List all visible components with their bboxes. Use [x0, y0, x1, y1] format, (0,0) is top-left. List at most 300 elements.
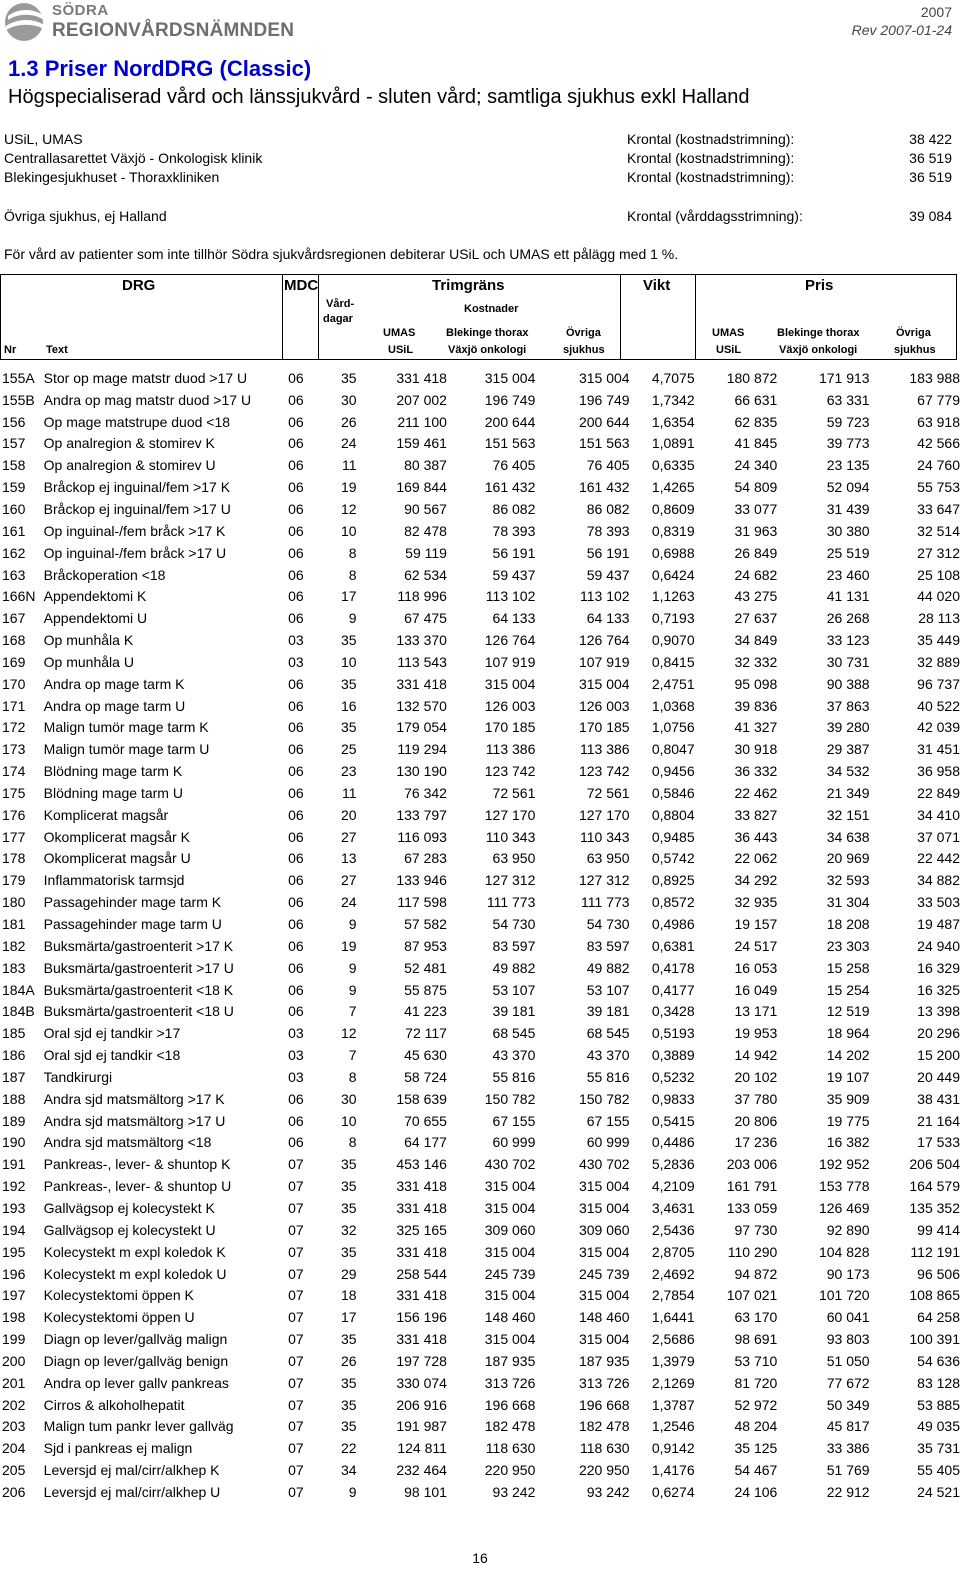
table-row	[2, 1110, 960, 1132]
trim-ovriga-cell: 67 155	[586, 1112, 630, 1129]
trim-ovriga-cell: 315 004	[578, 1243, 630, 1260]
pris-ovriga-cell: 54 636	[917, 1352, 960, 1369]
trim-ovriga-cell: 60 999	[586, 1134, 630, 1151]
pris-ovriga-cell: 20 449	[917, 1068, 960, 1085]
pris-umas-usil-cell: 53 710	[734, 1352, 778, 1369]
trim-blekinge-vaxjo-cell: 111 773	[486, 894, 536, 911]
varddagar-cell: 8	[348, 1134, 357, 1151]
pris-umas-usil-cell: 32 935	[734, 894, 778, 911]
pris-blekinge-vaxjo-cell: 93 803	[826, 1331, 870, 1348]
trim-umas-usil-cell: 130 190	[396, 763, 447, 780]
trim-blekinge-vaxjo-cell: 127 312	[484, 872, 536, 889]
pris-umas-usil-cell: 52 972	[734, 1396, 778, 1413]
pris-ovriga-cell: 44 020	[917, 588, 960, 605]
trim-blekinge-vaxjo-cell: 430 702	[484, 1156, 536, 1173]
vikt-cell: 2,7854	[651, 1287, 695, 1304]
drg-nr-cell: 155A	[2, 369, 35, 386]
varddagar-cell: 35	[341, 1396, 357, 1413]
trim-ovriga-cell: 118 630	[579, 1440, 630, 1457]
vikt-cell: 0,6381	[651, 937, 695, 954]
drg-nr-cell: 163	[2, 566, 26, 583]
trim-blekinge-vaxjo-cell: 315 004	[484, 1243, 536, 1260]
drg-nr-cell: 190	[2, 1134, 26, 1151]
varddagar-cell: 9	[348, 981, 357, 998]
pris-blekinge-vaxjo-cell: 126 469	[818, 1199, 870, 1216]
krontal-value: 36 519	[909, 169, 952, 185]
pris-ovriga-cell: 42 566	[917, 435, 960, 452]
varddagar-cell: 23	[341, 763, 357, 780]
trim-umas-usil-cell: 133 797	[396, 806, 447, 823]
varddagar-cell: 9	[348, 1483, 357, 1500]
trim-blekinge-vaxjo-cell: 196 749	[484, 391, 536, 408]
trim-blekinge-vaxjo-cell: 107 919	[484, 653, 536, 670]
pris-umas-usil-cell: 180 872	[726, 369, 778, 386]
trim-umas-usil-cell: 67 475	[404, 610, 447, 627]
trim-umas-usil-cell: 331 418	[396, 1178, 447, 1195]
pris-ovriga-cell: 37 071	[917, 828, 960, 845]
vikt-cell: 2,1269	[651, 1374, 695, 1391]
trim-blekinge-vaxjo-cell: 113 386	[485, 741, 536, 758]
trim-umas-usil-cell: 118 996	[397, 588, 447, 605]
pris-umas-usil-cell: 22 062	[734, 850, 778, 867]
trim-blekinge-vaxjo-cell: 313 726	[484, 1374, 536, 1391]
trim-ovriga-cell: 78 393	[586, 522, 630, 539]
pris-blekinge-vaxjo-cell: 101 720	[818, 1287, 870, 1304]
table-row	[2, 1350, 960, 1372]
table-row	[2, 673, 960, 695]
vikt-cell: 1,0891	[651, 435, 695, 452]
header-pris-vaxjo: Växjö onkologi	[779, 344, 858, 356]
mdc-cell: 06	[288, 457, 304, 474]
mdc-cell: 07	[288, 1374, 304, 1391]
drg-nr-cell: 169	[2, 653, 26, 670]
trim-ovriga-cell: 126 003	[578, 697, 630, 714]
drg-nr-cell: 195	[2, 1243, 26, 1260]
trim-blekinge-vaxjo-cell: 151 563	[484, 435, 536, 452]
pris-ovriga-cell: 17 533	[917, 1134, 960, 1151]
varddagar-cell: 16	[341, 697, 357, 714]
pris-ovriga-cell: 31 451	[917, 741, 960, 758]
varddagar-cell: 35	[341, 1418, 357, 1435]
varddagar-cell: 24	[341, 894, 357, 911]
trim-blekinge-vaxjo-cell: 127 170	[484, 806, 536, 823]
header-pris-blekinge: Blekinge thorax	[777, 327, 860, 339]
mdc-cell: 06	[288, 872, 304, 889]
trim-blekinge-vaxjo-cell: 63 950	[492, 850, 536, 867]
table-row	[2, 1000, 960, 1022]
trim-blekinge-vaxjo-cell: 161 432	[484, 479, 536, 496]
mdc-cell: 06	[288, 806, 304, 823]
table-row	[2, 913, 960, 935]
trim-umas-usil-cell: 57 582	[404, 916, 447, 933]
pris-blekinge-vaxjo-cell: 18 964	[826, 1025, 870, 1042]
pris-blekinge-vaxjo-cell: 60 041	[826, 1309, 870, 1326]
trim-blekinge-vaxjo-cell: 200 644	[484, 413, 536, 430]
pris-blekinge-vaxjo-cell: 23 460	[826, 566, 870, 583]
table-row	[2, 411, 960, 433]
pris-blekinge-vaxjo-cell: 32 593	[826, 872, 870, 889]
varddagar-cell: 11	[342, 457, 357, 474]
pris-blekinge-vaxjo-cell: 90 173	[826, 1265, 870, 1282]
pris-ovriga-cell: 16 325	[917, 981, 960, 998]
mdc-cell: 07	[288, 1309, 304, 1326]
pris-blekinge-vaxjo-cell: 59 723	[826, 413, 870, 430]
pris-ovriga-cell: 25 108	[917, 566, 960, 583]
header-ovriga: Övriga	[566, 327, 601, 339]
mdc-cell: 06	[288, 916, 304, 933]
table-row	[2, 869, 960, 891]
drg-nr-cell: 176	[2, 806, 26, 823]
pris-ovriga-cell: 16 329	[917, 959, 960, 976]
pris-umas-usil-cell: 24 340	[734, 457, 778, 474]
pris-ovriga-cell: 100 391	[909, 1331, 960, 1348]
pris-umas-usil-cell: 43 275	[734, 588, 778, 605]
table-row	[2, 826, 960, 848]
pris-umas-usil-cell: 30 918	[734, 741, 778, 758]
header-blekinge: Blekinge thorax	[446, 327, 529, 339]
mdc-cell: 03	[288, 653, 304, 670]
pris-umas-usil-cell: 66 631	[734, 391, 778, 408]
drg-nr-cell: 186	[2, 1047, 26, 1064]
trim-umas-usil-cell: 76 342	[404, 784, 447, 801]
pris-ovriga-cell: 33 503	[917, 894, 960, 911]
drg-text-cell: Malign tumör mage tarm K	[43, 719, 209, 736]
trim-ovriga-cell: 315 004	[578, 1331, 630, 1348]
trim-ovriga-cell: 59 437	[586, 566, 630, 583]
trim-ovriga-cell: 315 004	[578, 1287, 630, 1304]
drg-nr-cell: 180	[2, 894, 26, 911]
trim-umas-usil-cell: 119 294	[397, 741, 447, 758]
vikt-cell: 0,9142	[651, 1440, 695, 1457]
pris-blekinge-vaxjo-cell: 31 304	[826, 894, 870, 911]
trim-ovriga-cell: 150 782	[578, 1090, 630, 1107]
pris-blekinge-vaxjo-cell: 92 890	[826, 1221, 870, 1238]
table-row	[2, 1197, 960, 1219]
vikt-cell: 0,3889	[651, 1047, 695, 1064]
drg-text-cell: Cirros & alkoholhepatit	[43, 1396, 185, 1413]
table-row	[2, 804, 960, 826]
drg-text-cell: Andra op mage tarm K	[43, 675, 185, 692]
drg-text-cell: Kolecystektomi öppen U	[43, 1309, 195, 1326]
pris-blekinge-vaxjo-cell: 21 349	[826, 784, 870, 801]
trim-umas-usil-cell: 64 177	[404, 1134, 447, 1151]
table-row	[2, 1306, 960, 1328]
drg-nr-cell: 200	[2, 1352, 26, 1369]
drg-nr-cell: 199	[2, 1331, 26, 1348]
trim-ovriga-cell: 245 739	[578, 1265, 630, 1282]
varddagar-cell: 12	[341, 500, 357, 517]
pris-ovriga-cell: 55 753	[917, 479, 960, 496]
pris-umas-usil-cell: 41 327	[734, 719, 778, 736]
pris-ovriga-cell: 83 128	[917, 1374, 960, 1391]
vikt-cell: 1,6441	[651, 1309, 695, 1326]
drg-nr-cell: 182	[2, 937, 26, 954]
pris-umas-usil-cell: 54 809	[734, 479, 778, 496]
pris-ovriga-cell: 33 647	[917, 500, 960, 517]
trim-blekinge-vaxjo-cell: 150 782	[484, 1090, 536, 1107]
mdc-cell: 07	[288, 1352, 304, 1369]
drg-nr-cell: 156	[2, 413, 26, 430]
drg-text-cell: Tandkirurgi	[43, 1068, 113, 1085]
pris-blekinge-vaxjo-cell: 19 775	[826, 1112, 870, 1129]
mdc-cell: 03	[288, 1025, 304, 1042]
table-row	[2, 1328, 960, 1350]
mdc-cell: 06	[288, 981, 304, 998]
mdc-cell: 06	[288, 784, 304, 801]
drg-nr-cell: 184B	[2, 1003, 35, 1020]
pris-blekinge-vaxjo-cell: 50 349	[826, 1396, 870, 1413]
drg-text-cell: Komplicerat magsår	[43, 806, 169, 823]
drg-text-cell: Op mage matstrupe duod <18	[43, 413, 231, 430]
trim-blekinge-vaxjo-cell: 315 004	[484, 1178, 536, 1195]
trim-ovriga-cell: 83 597	[586, 937, 630, 954]
trim-ovriga-cell: 39 181	[586, 1003, 630, 1020]
vikt-cell: 2,4751	[651, 675, 695, 692]
drg-text-cell: Diagn op lever/gallväg benign	[43, 1352, 229, 1369]
drg-text-cell: Kolecystektomi öppen K	[43, 1287, 194, 1304]
table-row	[2, 935, 960, 957]
mdc-cell: 07	[288, 1483, 304, 1500]
pris-umas-usil-cell: 39 836	[734, 697, 778, 714]
trim-umas-usil-cell: 55 875	[404, 981, 447, 998]
drg-nr-cell: 170	[2, 675, 26, 692]
mdc-cell: 06	[288, 937, 304, 954]
mdc-cell: 07	[288, 1178, 304, 1195]
pris-ovriga-cell: 35 449	[917, 632, 960, 649]
pris-blekinge-vaxjo-cell: 32 151	[826, 806, 870, 823]
drg-nr-cell: 178	[2, 850, 26, 867]
table-row	[2, 651, 960, 673]
trim-ovriga-cell: 315 004	[578, 1199, 630, 1216]
trim-umas-usil-cell: 207 002	[396, 391, 447, 408]
header-text: Text	[46, 344, 68, 356]
pris-blekinge-vaxjo-cell: 34 532	[826, 763, 870, 780]
drg-nr-cell: 172	[2, 719, 26, 736]
table-row	[2, 1459, 960, 1481]
mdc-cell: 07	[288, 1462, 304, 1479]
drg-nr-cell: 188	[2, 1090, 26, 1107]
pris-umas-usil-cell: 36 332	[734, 763, 778, 780]
pris-umas-usil-cell: 98 691	[734, 1331, 778, 1348]
varddagar-cell: 30	[341, 1090, 357, 1107]
varddagar-cell: 10	[341, 1112, 357, 1129]
trim-ovriga-cell: 76 405	[586, 457, 630, 474]
vikt-cell: 0,5415	[651, 1112, 695, 1129]
table-row	[2, 520, 960, 542]
pris-ovriga-cell: 24 521	[917, 1483, 960, 1500]
drg-text-cell: Appendektomi K	[43, 588, 147, 605]
mdc-cell: 06	[288, 435, 304, 452]
drg-text-cell: Op analregion & stomirev K	[43, 435, 215, 452]
pris-blekinge-vaxjo-cell: 77 672	[826, 1374, 870, 1391]
vikt-cell: 0,3428	[651, 1003, 695, 1020]
vikt-cell: 0,4486	[651, 1134, 695, 1151]
pris-umas-usil-cell: 16 049	[734, 981, 778, 998]
krontal-value: 38 422	[909, 131, 952, 147]
trim-blekinge-vaxjo-cell: 59 437	[492, 566, 536, 583]
pris-blekinge-vaxjo-cell: 19 107	[826, 1068, 870, 1085]
pris-ovriga-cell: 24 940	[917, 937, 960, 954]
trim-ovriga-cell: 63 950	[586, 850, 630, 867]
header-trimgrans: Trimgräns	[432, 277, 505, 294]
pris-ovriga-cell: 112 191	[910, 1243, 960, 1260]
pris-blekinge-vaxjo-cell: 52 094	[826, 479, 870, 496]
mdc-cell: 06	[288, 763, 304, 780]
table-row	[2, 1284, 960, 1306]
pris-umas-usil-cell: 27 637	[734, 610, 778, 627]
pris-ovriga-cell: 49 035	[917, 1418, 960, 1435]
pris-umas-usil-cell: 37 780	[734, 1090, 778, 1107]
table-row	[2, 695, 960, 717]
trim-umas-usil-cell: 45 630	[404, 1047, 447, 1064]
drg-text-cell: Op inguinal-/fem bråck >17 K	[43, 522, 226, 539]
vikt-cell: 0,5846	[651, 784, 695, 801]
trim-ovriga-cell: 161 432	[578, 479, 630, 496]
pris-blekinge-vaxjo-cell: 15 258	[826, 959, 870, 976]
drg-text-cell: Bråckoperation <18	[43, 566, 166, 583]
varddagar-cell: 35	[341, 675, 357, 692]
mdc-cell: 06	[288, 1090, 304, 1107]
drg-text-cell: Buksmärta/gastroenterit <18 U	[43, 1003, 234, 1020]
trim-umas-usil-cell: 124 811	[397, 1440, 447, 1457]
varddagar-cell: 35	[341, 1331, 357, 1348]
trim-umas-usil-cell: 87 953	[404, 937, 447, 954]
header-sjukhus: sjukhus	[563, 344, 605, 356]
mdc-cell: 06	[288, 741, 304, 758]
trim-blekinge-vaxjo-cell: 39 181	[492, 1003, 536, 1020]
trim-ovriga-cell: 43 370	[586, 1047, 630, 1064]
vikt-cell: 1,4265	[651, 479, 695, 496]
table-row	[2, 782, 960, 804]
header-vaxjo: Växjö onkologi	[448, 344, 527, 356]
pris-umas-usil-cell: 94 872	[734, 1265, 778, 1282]
trim-blekinge-vaxjo-cell: 148 460	[484, 1309, 536, 1326]
vikt-cell: 1,1263	[651, 588, 695, 605]
table-row	[2, 1241, 960, 1263]
table-row	[2, 1437, 960, 1459]
varddagar-cell: 34	[341, 1462, 357, 1479]
drg-nr-cell: 168	[2, 632, 26, 649]
krontal-value: 36 519	[909, 150, 952, 166]
trim-blekinge-vaxjo-cell: 187 935	[484, 1352, 536, 1369]
logo-mark-icon	[4, 2, 48, 42]
drg-nr-cell: 206	[2, 1483, 26, 1500]
mdc-cell: 06	[288, 588, 304, 605]
vikt-cell: 0,8609	[651, 500, 695, 517]
pris-ovriga-cell: 32 514	[917, 522, 960, 539]
trim-blekinge-vaxjo-cell: 315 004	[484, 1331, 536, 1348]
pris-ovriga-cell: 27 312	[917, 544, 960, 561]
pris-blekinge-vaxjo-cell: 30 731	[826, 653, 870, 670]
drg-text-cell: Blödning mage tarm U	[43, 784, 183, 801]
pris-umas-usil-cell: 48 204	[734, 1418, 778, 1435]
varddagar-cell: 18	[341, 1287, 357, 1304]
varddagar-cell: 35	[341, 632, 357, 649]
trim-blekinge-vaxjo-cell: 86 082	[492, 500, 536, 517]
drg-text-cell: Gallvägsop ej kolecystekt U	[43, 1221, 216, 1238]
pris-blekinge-vaxjo-cell: 20 969	[826, 850, 870, 867]
varddagar-cell: 17	[341, 1309, 357, 1326]
mdc-cell: 06	[288, 828, 304, 845]
hospital-name: Blekingesjukhuset - Thoraxkliniken	[4, 169, 220, 185]
table-row	[2, 717, 960, 739]
varddagar-cell: 35	[341, 1156, 357, 1173]
pris-blekinge-vaxjo-cell: 15 254	[826, 981, 870, 998]
pris-umas-usil-cell: 24 682	[734, 566, 778, 583]
pris-blekinge-vaxjo-cell: 30 380	[826, 522, 870, 539]
trim-ovriga-cell: 113 386	[579, 741, 630, 758]
vikt-cell: 0,9485	[651, 828, 695, 845]
table-row	[2, 1044, 960, 1066]
drg-text-cell: Buksmärta/gastroenterit >17 K	[43, 937, 234, 954]
trim-ovriga-cell: 56 191	[586, 544, 630, 561]
varddagar-cell: 25	[341, 741, 357, 758]
pris-umas-usil-cell: 35 125	[734, 1440, 778, 1457]
pris-blekinge-vaxjo-cell: 18 208	[826, 916, 870, 933]
pris-umas-usil-cell: 26 849	[734, 544, 778, 561]
mdc-cell: 03	[288, 1068, 304, 1085]
mdc-cell: 03	[288, 1047, 304, 1064]
pris-blekinge-vaxjo-cell: 39 280	[826, 719, 870, 736]
drg-text-cell: Op munhåla K	[43, 632, 134, 649]
trim-blekinge-vaxjo-cell: 245 739	[484, 1265, 536, 1282]
trim-blekinge-vaxjo-cell: 123 742	[484, 763, 536, 780]
header-usil: USiL	[388, 344, 414, 356]
varddagar-cell: 27	[341, 872, 357, 889]
trim-ovriga-cell: 55 816	[586, 1068, 630, 1085]
trim-umas-usil-cell: 113 543	[397, 653, 447, 670]
pris-ovriga-cell: 34 882	[917, 872, 960, 889]
vikt-cell: 2,8705	[651, 1243, 695, 1260]
header-pris-ovriga: Övriga	[896, 327, 931, 339]
trim-ovriga-cell: 93 242	[586, 1483, 630, 1500]
vikt-cell: 0,8047	[651, 741, 695, 758]
varddagar-cell: 19	[341, 479, 357, 496]
trim-umas-usil-cell: 158 639	[396, 1090, 447, 1107]
header-drg: DRG	[122, 277, 156, 294]
drg-text-cell: Passagehinder mage tarm U	[43, 916, 222, 933]
pris-umas-usil-cell: 22 462	[734, 784, 778, 801]
varddagar-cell: 27	[341, 828, 357, 845]
drg-text-cell: Kolecystekt m expl koledok U	[43, 1265, 227, 1282]
table-row	[2, 542, 960, 564]
pris-umas-usil-cell: 13 171	[734, 1003, 778, 1020]
varddagar-cell: 35	[341, 1374, 357, 1391]
pris-umas-usil-cell: 95 098	[734, 675, 778, 692]
varddagar-cell: 30	[341, 391, 357, 408]
trim-blekinge-vaxjo-cell: 182 478	[484, 1418, 536, 1435]
varddagar-cell: 8	[348, 566, 357, 583]
vikt-cell: 4,7075	[651, 369, 695, 386]
trim-umas-usil-cell: 133 946	[396, 872, 447, 889]
mdc-cell: 07	[288, 1265, 304, 1282]
drg-nr-cell: 175	[2, 784, 26, 801]
pris-blekinge-vaxjo-cell: 192 952	[818, 1156, 870, 1173]
vikt-cell: 1,6354	[651, 413, 695, 430]
pris-ovriga-cell: 64 258	[917, 1309, 960, 1326]
pris-umas-usil-cell: 97 730	[734, 1221, 778, 1238]
pris-umas-usil-cell: 41 845	[734, 435, 778, 452]
trim-blekinge-vaxjo-cell: 113 102	[485, 588, 536, 605]
trim-blekinge-vaxjo-cell: 118 630	[485, 1440, 536, 1457]
table-row	[2, 1416, 960, 1438]
pris-ovriga-cell: 67 779	[917, 391, 960, 408]
pris-ovriga-cell: 35 731	[917, 1440, 960, 1457]
trim-umas-usil-cell: 72 117	[405, 1025, 447, 1042]
drg-text-cell: Okomplicerat magsår K	[43, 828, 190, 845]
drg-nr-cell: 157	[2, 435, 26, 452]
trim-ovriga-cell: 54 730	[586, 916, 630, 933]
